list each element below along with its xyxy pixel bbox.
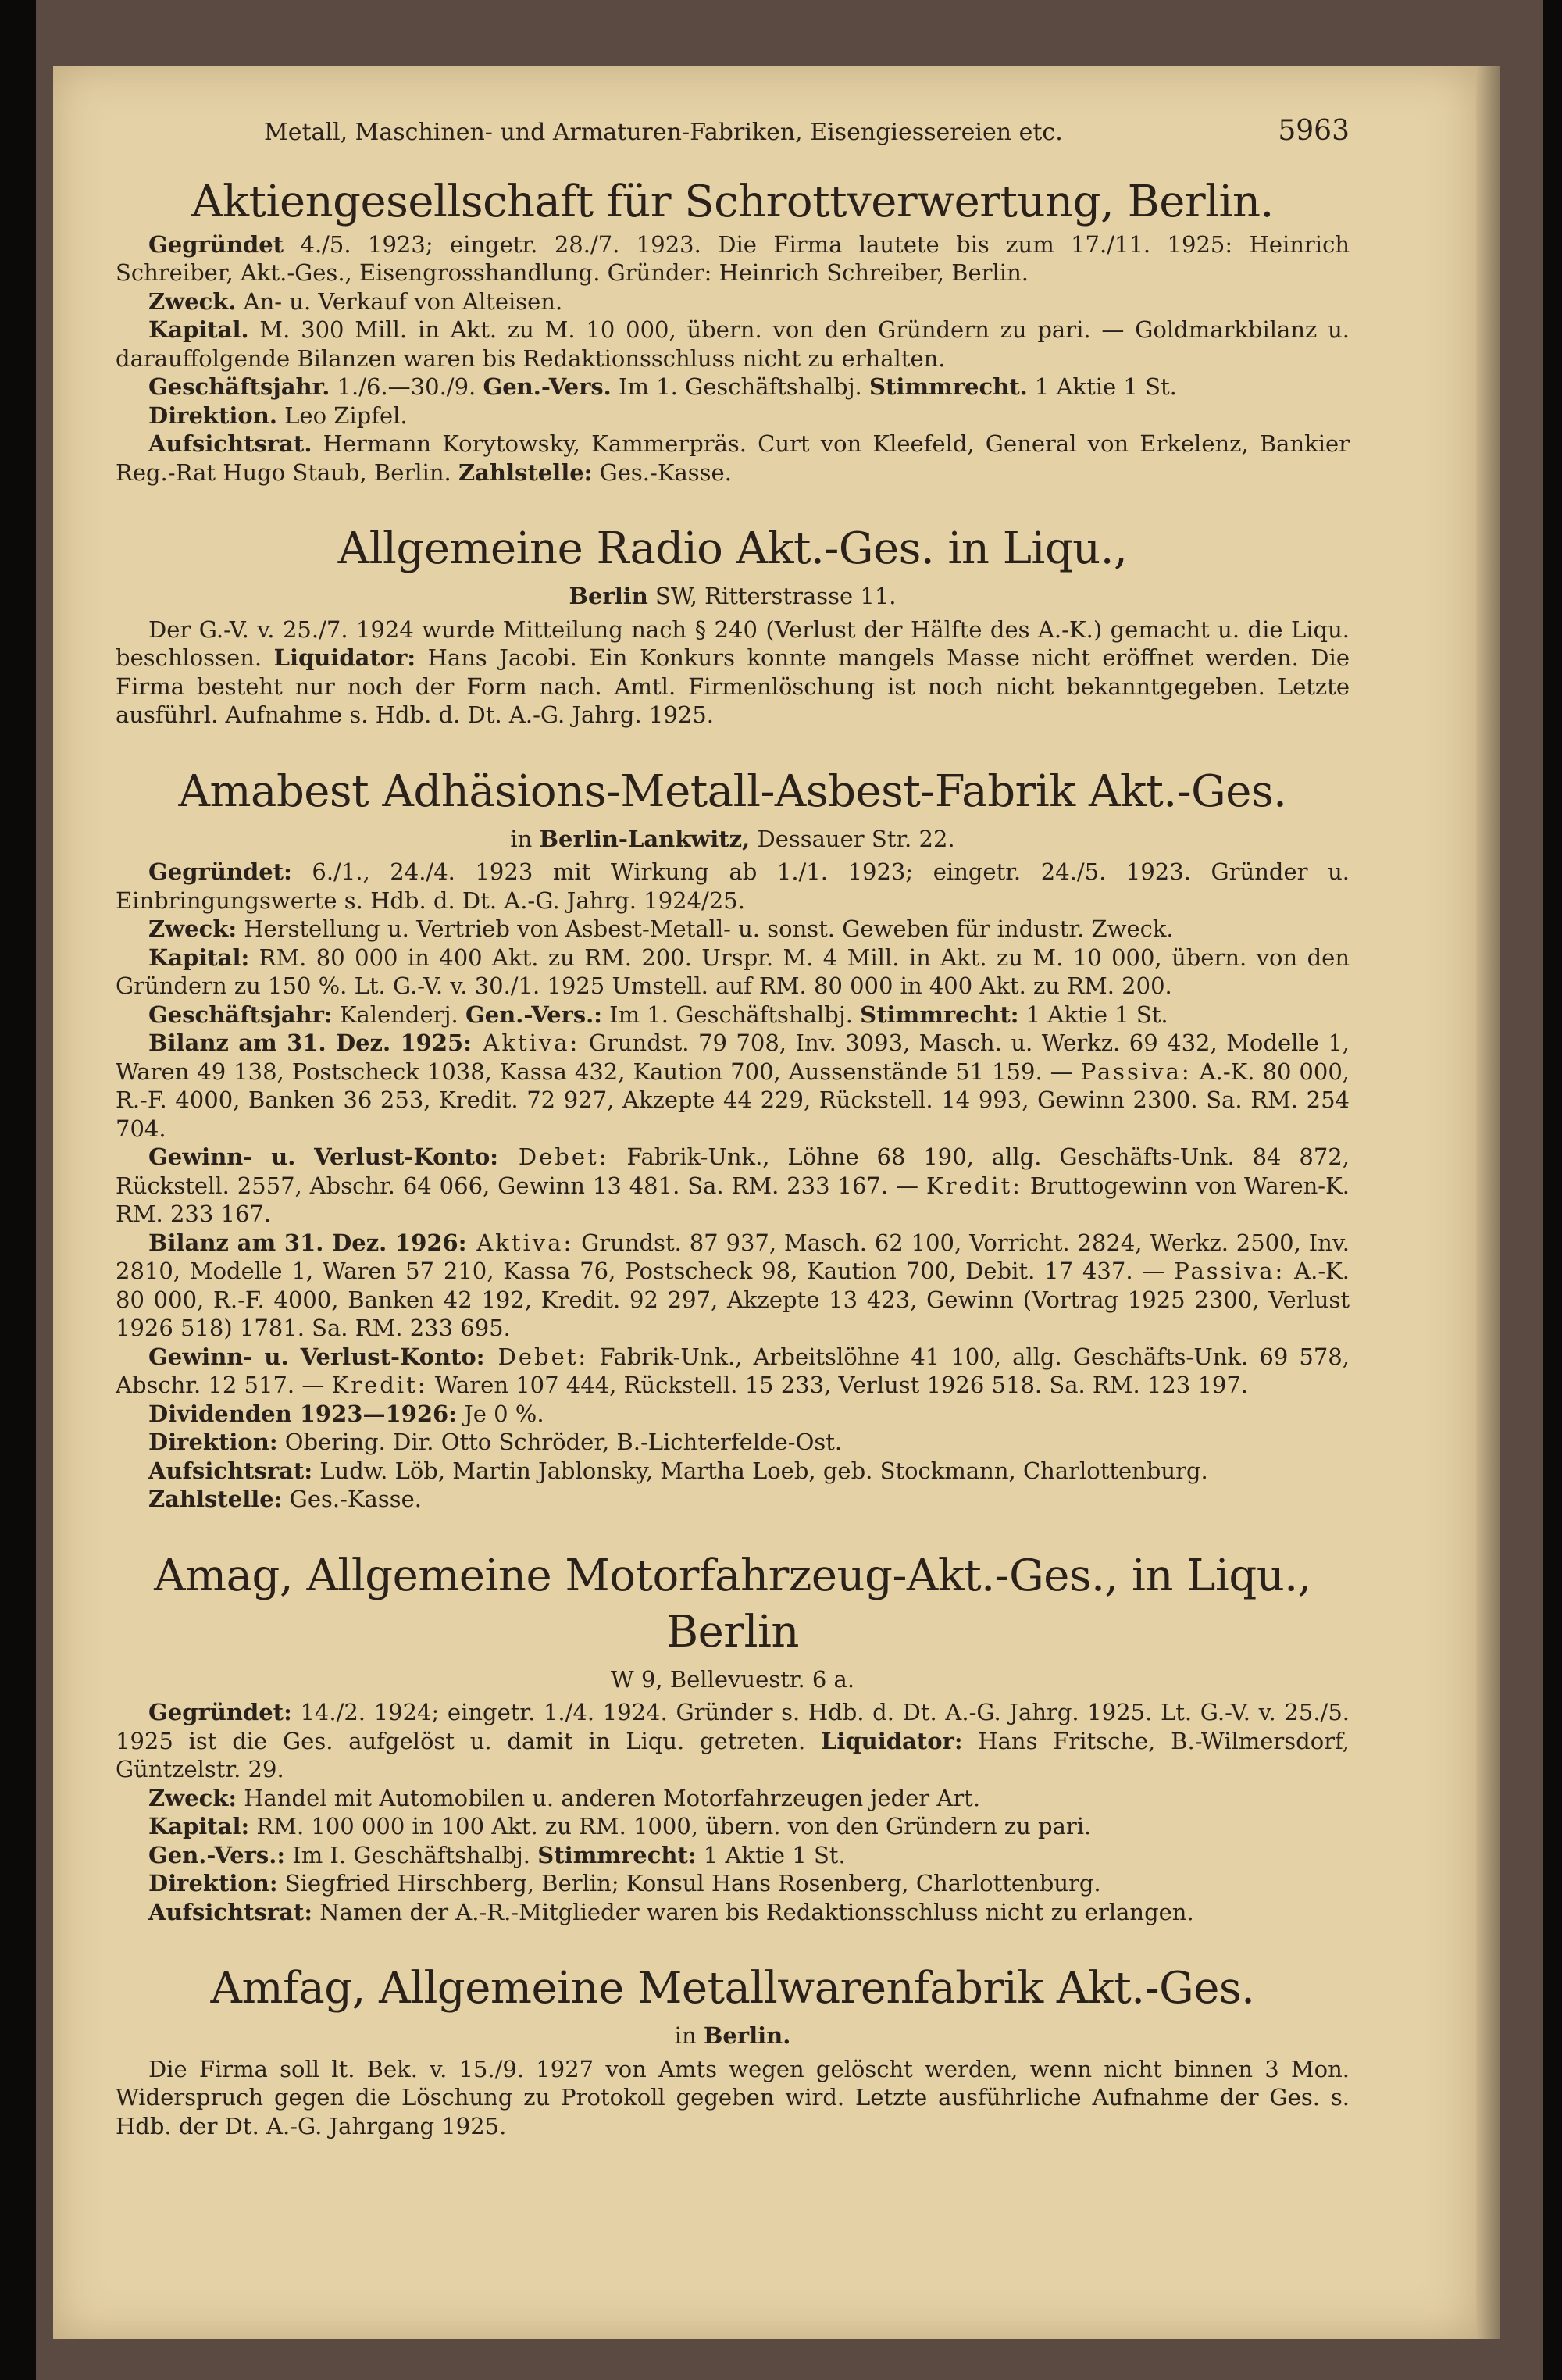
keyword: Berlin [569, 583, 648, 609]
text-run: Waren 107 444, Rückstell. 15 233, Verlust 1926 518. Sa. RM. 123 197. [427, 1372, 1249, 1398]
text-run: in [674, 2022, 704, 2049]
keyword: Kapital. [148, 316, 249, 343]
text-run: Hermann Korytowsky, Kammerpräs. Curt von Kleefeld, General von Erkelenz, Bankier Reg.-Rat Hugo Staub, Berlin. [116, 430, 1350, 486]
entry-paragraph [116, 373, 1350, 401]
keyword: Debet: [484, 1343, 589, 1370]
text-run: Der G.-V. v. 25./7. 1924 wurde Mitteilung nach § 240 (Verlust der Hälfte des A.-K.) gemacht u. die Liqu. beschlossen. [116, 616, 1350, 671]
keyword: Zweck. [148, 287, 237, 315]
company-title: Allgemeine Radio Akt.-Ges. in Liqu., [337, 523, 1128, 574]
text-run: 6./1., 24./4. 1923 mit Wirkung ab 1./1. 1923; eingetr. 24./5. 1923. Gründer u. Einbringungswerte s. Hdb. d. Dt. A.-G. Jahrg. 1924/25. [116, 858, 1350, 914]
keyword: Stimmrecht. [869, 373, 1028, 400]
text-run: Fabrik-Unk., Löhne 68 190, allg. Geschäfts-Unk. 84 872, Rückstell. 2557, Abschr. 64 066, Gewinn 13 481. Sa. RM. 233 167. — [116, 1144, 1350, 1199]
keyword: Kapital: [148, 944, 250, 971]
keyword: Liquidator: [820, 1727, 963, 1754]
keyword: Stimmrecht: [537, 1841, 697, 1868]
entry-paragraph [116, 1001, 1350, 1029]
text-run: 1./6.—30./9. [330, 373, 483, 400]
text-run: in [510, 825, 540, 852]
text-run: 1 Aktie 1 St. [1027, 373, 1177, 400]
keyword: Kapital: [148, 1813, 250, 1839]
entry-paragraph [116, 1143, 1350, 1229]
text-run: Im I. Geschäftshalbj. [285, 1841, 538, 1868]
text-run: Ges.-Kasse. [282, 1486, 422, 1512]
text-run: Handel mit Automobilen u. anderen Motorfahrzeugen jeder Art. [237, 1784, 981, 1811]
text-run: Je 0 %. [456, 1400, 544, 1427]
keyword: Stimmrecht: [860, 1001, 1019, 1028]
text-run: A.-K. 80 000, R.-F. 4000, Banken 42 192, Kredit. 92 297, Akzepte 13 423, Gewinn (Vortrag 1925 2300, Verlust 1926 518) 1781. Sa. RM. 233 695. [116, 1258, 1350, 1341]
keyword: Gegründet: [148, 858, 292, 885]
entry-paragraph [116, 230, 1350, 287]
entry-paragraph [116, 401, 1350, 430]
keyword: Gegründet: [148, 1699, 292, 1725]
entry-paragraph [116, 1812, 1350, 1841]
entry-paragraph [116, 944, 1350, 1001]
keyword: Gegründet [148, 230, 284, 258]
entries-container [116, 174, 1350, 2141]
header-title: Metall, Maschinen- und Armaturen-Fabriken, Eisengiessereien etc. [264, 119, 1063, 146]
company-address [116, 1665, 1350, 1694]
entry-paragraph [116, 1698, 1350, 1784]
keyword: Aktiva: [471, 1029, 580, 1056]
keyword: Zweck: [148, 1784, 237, 1811]
text-run: Hans Jacobi. Ein Konkurs konnte mangels Masse nicht eröffnet werden. Die Firma besteht nur noch der Form nach. Amtl. Firmenlöschung ist noch nicht bekanntgegeben. Letzte ausführl. Aufnahme s. Hdb. d. Dt. A.-G. Jahrg. 1925. [116, 644, 1350, 728]
text-run: RM. 80 000 in 400 Akt. zu RM. 200. Urspr. M. 4 Mill. in Akt. zu M. 10 000, übern. von den Gründern zu 150 %. Lt. G.-V. v. 30./1. 1925 Umstell. auf RM. 80 000 in 400 Akt. zu RM. 200. [116, 944, 1350, 999]
text-run: M. 300 Mill. in Akt. zu M. 10 000, übern. von den Gründern zu pari. — Goldmarkbilanz u. darauffolgende Bilanzen waren bis Redaktionsschluss nicht zu erhalten. [116, 316, 1350, 372]
text-run: Grundst. 87 937, Masch. 62 100, Vorricht. 2824, Werkz. 2500, Inv. 2810, Modelle 1, Waren 57 210, Kassa 76, Postscheck 98, Kaution 700, Debit. 17 437. — [116, 1229, 1350, 1284]
entry-paragraph [116, 858, 1350, 915]
entry-paragraph [116, 1428, 1350, 1457]
company-entry [116, 521, 1350, 730]
keyword: Berlin. [703, 2022, 791, 2049]
company-address [116, 582, 1350, 611]
page-number: 5963 [1278, 115, 1350, 147]
keyword: Zahlstelle: [458, 459, 593, 486]
text-run: 1 Aktie 1 St. [1018, 1001, 1168, 1028]
entry-paragraph [116, 616, 1350, 730]
text-run: 1 Aktie 1 St. [696, 1841, 846, 1868]
keyword: Kredit: [925, 1172, 1022, 1199]
document-page [116, 117, 1350, 2175]
keyword: Kredit: [331, 1372, 428, 1398]
keyword: Direktion: [148, 1429, 278, 1455]
keyword: Passiva: [1080, 1058, 1192, 1085]
text-run: Im 1. Geschäftshalbj. [601, 1001, 861, 1028]
entry-paragraph [116, 1400, 1350, 1429]
text-run: Hans Fritsche, B.-Wilmersdorf, Güntzelstr. 29. [116, 1727, 1350, 1782]
text-run: Grundst. 79 708, Inv. 3093, Masch. u. Werkz. 69 432, Modelle 1, Waren 49 138, Postscheck 1038, Kassa 432, Kaution 700, Aussenstände 51 159. — [116, 1029, 1350, 1085]
keyword: Gen.-Vers.: [148, 1841, 286, 1868]
text-run: A.-K. 80 000, R.-F. 4000, Banken 36 253, Kredit. 72 927, Akzepte 44 229, Rückstell. 14 993, Gewinn 2300. Sa. RM. 254 704. [116, 1058, 1350, 1142]
keyword: Direktion. [148, 401, 277, 429]
text-run: SW, Ritterstrasse 11. [647, 583, 897, 609]
text-run: An- u. Verkauf von Alteisen. [236, 287, 563, 315]
text-run: W 9, Bellevuestr. 6 a. [610, 1665, 855, 1693]
entry-paragraph [116, 430, 1350, 487]
keyword: Aufsichtsrat: [148, 1898, 313, 1925]
keyword: Aufsichtsrat: [148, 1457, 313, 1484]
entry-paragraph [116, 1485, 1350, 1514]
text-run: Ludw. Löb, Martin Jablonsky, Martha Loeb, geb. Stockmann, Charlottenburg. [312, 1457, 1208, 1484]
keyword: Debet: [498, 1144, 609, 1170]
company-title: Amfag, Allgemeine Metallwarenfabrik Akt.-Ges. [210, 1963, 1255, 2014]
text-run: Herstellung u. Vertrieb von Asbest-Metall- u. sonst. Geweben für industr. Zweck. [237, 915, 1174, 942]
keyword: Geschäftsjahr. [148, 373, 330, 400]
text-run: Kalenderj. [332, 1001, 465, 1028]
text-run: Siegfried Hirschberg, Berlin; Konsul Hans Rosenberg, Charlottenburg. [277, 1870, 1101, 1897]
text-run: Dessauer Str. 22. [750, 825, 955, 852]
text-run: RM. 100 000 in 100 Akt. zu RM. 1000, übern. von den Gründern zu pari. [249, 1813, 1092, 1839]
keyword: Gen.-Vers.: [465, 1001, 602, 1028]
text-run: 4./5. 1923; eingetr. 28./7. 1923. Die Firma lautete bis zum 17./11. 1925: Heinrich Schreiber, Akt.-Ges., Eisengrosshandlung. Gründer: Heinrich Schreiber, Berlin. [116, 230, 1350, 286]
text-run: Bruttogewinn von Waren-K. RM. 233 167. [116, 1172, 1350, 1227]
keyword: Gewinn- u. Verlust-Konto: [148, 1144, 498, 1170]
text-run: 14./2. 1924; eingetr. 1./4. 1924. Gründer s. Hdb. d. Dt. A.-G. Jahrg. 1925. Lt. G.-V. v. 25./5. 1925 ist die Ges. aufgelöst u. damit in Liqu. getreten. [116, 1699, 1350, 1754]
company-title: Amabest Adhäsions-Metall-Asbest-Fabrik Akt.-Ges. [178, 765, 1287, 817]
entry-paragraph [116, 2055, 1350, 2141]
page-edge [1476, 66, 1500, 2339]
keyword: Bilanz am 31. Dez. 1925: [148, 1029, 472, 1056]
text-run: Fabrik-Unk., Arbeitslöhne 41 100, allg. Geschäfts-Unk. 69 578, Abschr. 12 517. — [116, 1343, 1350, 1398]
keyword: Direktion: [148, 1870, 278, 1897]
entry-paragraph [116, 1029, 1350, 1143]
entry-paragraph [116, 1869, 1350, 1898]
text-run: Namen der A.-R.-Mitglieder waren bis Redaktionsschluss nicht zu erlangen. [312, 1898, 1194, 1925]
text-run: Ges.-Kasse. [592, 459, 732, 486]
keyword: Passiva: [1174, 1258, 1286, 1284]
entry-paragraph [116, 1229, 1350, 1343]
keyword: Zweck: [148, 915, 237, 942]
company-entry [116, 174, 1350, 487]
entry-paragraph [116, 1784, 1350, 1813]
keyword: Berlin-Lankwitz, [539, 825, 751, 852]
entry-paragraph [116, 1343, 1350, 1400]
keyword: Aufsichtsrat. [148, 430, 312, 457]
company-title: Amag, Allgemeine Motorfahrzeug-Akt.-Ges., in Liqu., Berlin [154, 1550, 1311, 1657]
text-run: Obering. Dir. Otto Schröder, B.-Lichterfelde-Ost. [277, 1429, 843, 1455]
entry-paragraph [116, 1457, 1350, 1486]
entry-paragraph [116, 1898, 1350, 1927]
keyword: Liquidator: [273, 644, 416, 671]
text-run: Die Firma soll lt. Bek. v. 15./9. 1927 von Amts wegen gelöscht werden, wenn nicht binnen 3 Mon. Widerspruch gegen die Löschung zu Protokoll gegeben wird. Letzte ausführliche Aufnahme der Ges. s. Hdb. der Dt. A.-G. Jahrgang 1925. [116, 2055, 1350, 2139]
text-run: Leo Zipfel. [276, 401, 408, 429]
company-entry [116, 1961, 1350, 2140]
company-address [116, 2021, 1350, 2050]
entry-paragraph [116, 287, 1350, 316]
text-run: Im 1. Geschäftshalbj. [611, 373, 869, 400]
keyword: Geschäftsjahr: [148, 1001, 333, 1028]
company-entry [116, 764, 1350, 1514]
running-header [116, 117, 1350, 148]
keyword: Bilanz am 31. Dez. 1926: [148, 1229, 467, 1256]
entry-paragraph [116, 1841, 1350, 1870]
keyword: Gewinn- u. Verlust-Konto: [148, 1343, 485, 1370]
keyword: Dividenden 1923—1926: [148, 1400, 457, 1427]
company-entry [116, 1548, 1350, 1927]
keyword: Gen.-Vers. [483, 373, 612, 400]
keyword: Aktiva: [466, 1229, 574, 1256]
entry-paragraph [116, 915, 1350, 944]
company-title: Aktiengesellschaft für Schrottverwertung, Berlin. [191, 176, 1274, 227]
entry-paragraph [116, 316, 1350, 373]
keyword: Zahlstelle: [148, 1486, 283, 1512]
company-address [116, 825, 1350, 854]
